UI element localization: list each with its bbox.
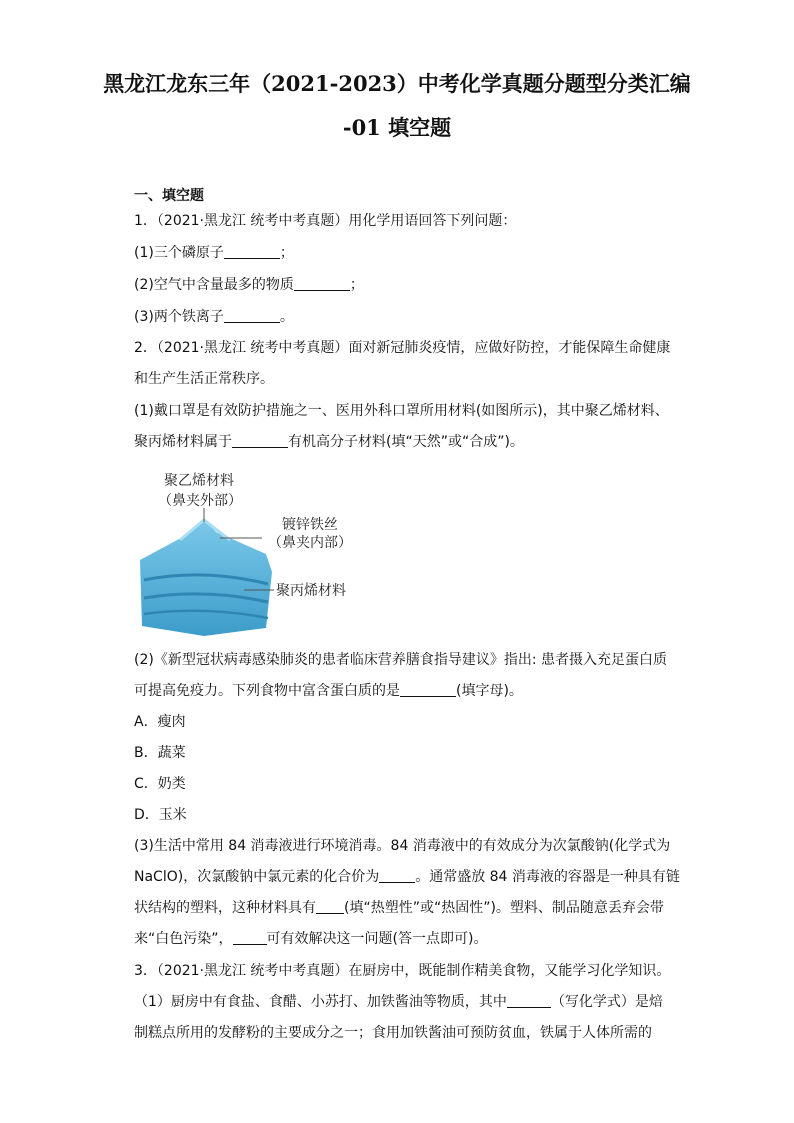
label-polyethylene: 聚乙烯材料 (164, 473, 234, 489)
section-heading: 一、填空题 (134, 188, 204, 204)
label-nose-inner: （鼻夹内部） (268, 535, 352, 551)
q1-stem: 1．（2021·黑龙江 统考中考真题）用化学用语回答下列问题： (134, 213, 517, 229)
answer-blank[interactable] (316, 899, 344, 914)
q3-part1-line2: 制糕点所用的发酵粉的主要成分之一；食用加铁酱油可预防贫血，铁属于人体所需的 (134, 1025, 652, 1041)
q1-part3: (3)两个铁离子 。 (134, 309, 294, 325)
q2-part3-line2: NaClO)，次氯酸钠中氯元素的化合价为 。通常盛放 84 消毒液的容器是一种具有链 (134, 869, 680, 885)
label-galvanized-wire: 镀锌铁丝 (282, 517, 338, 533)
answer-blank[interactable] (400, 682, 456, 697)
q3-part1-line1: （1）厨房中有食盐、食醋、小苏打、加铁酱油等物质，其中 （写化学式）是焙 (134, 994, 663, 1010)
q3-stem: 3．（2021·黑龙江 统考中考真题）在厨房中，既能制作精美食物，又能学习化学知识。 (134, 963, 671, 979)
q2-stem-2: 和生产生活正常秩序。 (134, 371, 274, 387)
q2-part2-line2: 可提高免疫力。下列食物中富含蛋白质的是 (填字母)。 (134, 683, 523, 699)
answer-blank[interactable] (224, 244, 280, 259)
q2-part3-line4: 来“白色污染”， 可有效解决这一问题(答一点即可)。 (134, 931, 488, 947)
q1-part2: (2)空气中含量最多的物质 ； (134, 277, 364, 293)
option-d[interactable]: D．玉米 (134, 807, 187, 823)
answer-blank[interactable] (379, 868, 415, 883)
option-b[interactable]: B．蔬菜 (134, 745, 186, 761)
page-title-line-2: -01 填空题 (342, 115, 452, 140)
page-title-line-1: 黑龙江龙东三年（2021-2023）中考化学真题分题型分类汇编 (103, 71, 691, 96)
q2-part1-line2: 聚丙烯材料属于 有机高分子材料(填“天然”或“合成”)。 (134, 434, 524, 450)
q2-part3-line1: (3)生活中常用 84 消毒液进行环境消毒。84 消毒液中的有效成分为次氯酸钠(化学式为 (134, 838, 671, 854)
mask-figure (134, 468, 374, 638)
q2-stem-1: 2．（2021·黑龙江 统考中考真题）面对新冠肺炎疫情，应做好防控，才能保障生命健康 (134, 340, 671, 356)
option-c[interactable]: C．奶类 (134, 776, 186, 792)
answer-blank[interactable] (507, 993, 551, 1008)
q1-part1: (1)三个磷原子 ； (134, 245, 294, 261)
label-polypropylene: 聚丙烯材料 (276, 583, 346, 599)
answer-blank[interactable] (232, 433, 288, 448)
answer-blank[interactable] (294, 276, 350, 291)
answer-blank[interactable] (224, 308, 280, 323)
label-nose-outer: （鼻夹外部） (158, 493, 242, 509)
option-a[interactable]: A．瘦肉 (134, 714, 186, 730)
answer-blank[interactable] (233, 930, 267, 945)
q2-part2-line1: (2)《新型冠状病毒感染肺炎的患者临床营养膳食指导建议》指出: 患者摄入充足蛋白质 (134, 652, 667, 668)
q2-part1-line1: (1)戴口罩是有效防护措施之一、医用外科口罩所用材料(如图所示)，其中聚乙烯材料、 (134, 403, 669, 419)
q2-part3-line3: 状结构的塑料，这种材料具有 (填“热塑性”或“热固性”)。塑料、制品随意丢弃会带 (134, 900, 664, 916)
